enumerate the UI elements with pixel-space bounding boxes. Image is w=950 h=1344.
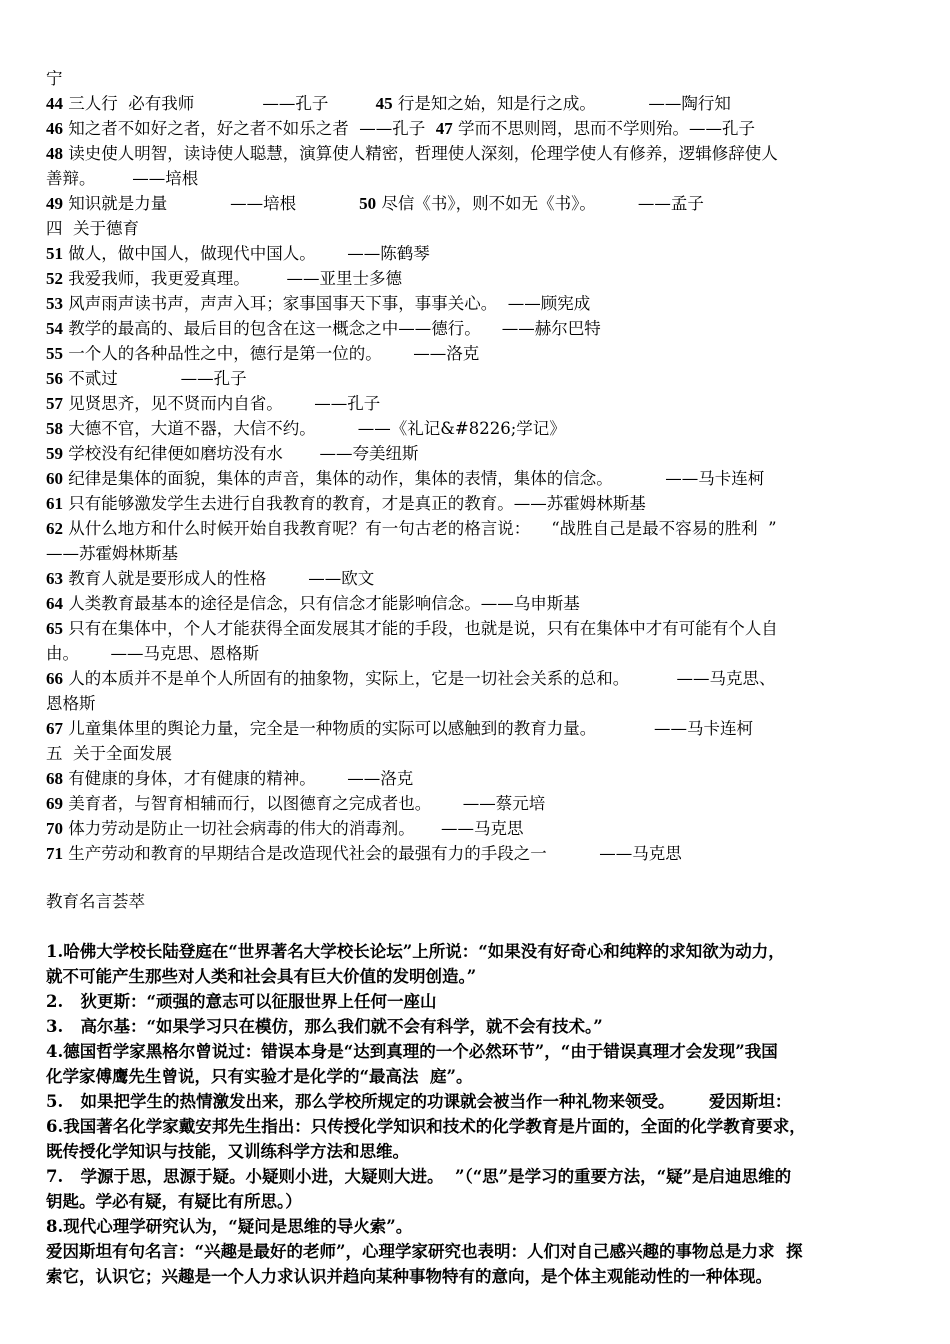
quote-line: [46, 641, 908, 666]
quote-line: [46, 666, 908, 691]
quote-line: [46, 691, 908, 716]
quote-line: [46, 441, 908, 466]
quote-text: 体力劳动是防止一切社会病毒的伟大的消毒剂。 ——马克思: [63, 819, 524, 838]
quote-number: 48: [46, 144, 63, 163]
quote-text: 教学的最高的、最后目的包含在这一概念之中——德行。 ——赫尔巴特: [63, 319, 601, 338]
quote-line: [46, 516, 908, 541]
quote-line: [46, 741, 908, 766]
quote-text: 生产劳动和教育的早期结合是改造现代社会的最强有力的手段之一 ——马克思: [63, 844, 682, 863]
quote-number: 64: [46, 594, 63, 613]
section-item-line: 1.哈佛大学校长陆登庭在“世界著名大学校长论坛”上所说：“如果没有好奇心和纯粹的求知欲为动力，: [46, 942, 785, 961]
quote-text: 由。 ——马克思、恩格斯: [46, 644, 259, 663]
quote-text: 读史使人明智，读诗使人聪慧，演算使人精密，哲理使人深刻，伦理学使人有修养，逻辑修辞使人: [63, 144, 778, 163]
quote-text: 知之者不如好之者，好之者不如乐之者 ——孔子: [63, 119, 436, 138]
quote-number: 46: [46, 119, 63, 138]
quote-number: 56: [46, 369, 63, 388]
quote-line: [46, 266, 908, 291]
quote-line: [46, 716, 908, 741]
quote-number: 62: [46, 519, 63, 538]
quote-text: 学校没有纪律便如磨坊没有水 ——夸美纽斯: [63, 444, 419, 463]
section-items: [46, 939, 908, 1289]
quote-line: [46, 766, 908, 791]
section-item-line: 钥匙。学必有疑，有疑比有所思。）: [46, 1192, 302, 1211]
quote-text: 见贤思齐，见不贤而内自省。 ——孔子: [63, 394, 381, 413]
quote-text: 尽信《书》，则不如无《书》。 ——孟子: [376, 194, 704, 213]
quotes-list: [46, 66, 908, 866]
quote-text: 人的本质并不是单个人所固有的抽象物，实际上，它是一切社会关系的总和。 ——马克思、: [63, 669, 776, 688]
quote-line: [46, 316, 908, 341]
quote-number: 45: [375, 94, 393, 113]
quote-line: [46, 791, 908, 816]
quote-line: [46, 816, 908, 841]
quote-text: 四 关于德育: [46, 219, 139, 238]
quote-number: 51: [46, 244, 63, 263]
section-item-line: 2. 狄更斯：“顽强的意志可以征服世界上任何一座山: [46, 992, 437, 1011]
quote-text: 有健康的身体，才有健康的精神。 ——洛克: [63, 769, 414, 788]
quote-line: [46, 241, 908, 266]
quote-line: [46, 166, 908, 191]
quote-text: 纪律是集体的面貌，集体的声音，集体的动作，集体的表情，集体的信念。 ——马卡连柯: [63, 469, 765, 488]
quote-number: 58: [46, 419, 63, 438]
quote-text: 只有能够激发学生去进行自我教育的教育，才是真正的教育。——苏霍姆林斯基: [63, 494, 646, 513]
quote-number: 53: [46, 294, 63, 313]
quote-text: 善辩。 ——培根: [46, 169, 199, 188]
quote-text: 一个人的各种品性之中，德行是第一位的。 ——洛克: [63, 344, 480, 363]
section-item-line: 3. 高尔基：“如果学习只在模仿，那么我们就不会有科学，就不会有技术。”: [46, 1017, 603, 1036]
quote-number: 49: [46, 194, 63, 213]
section-item-line: 既传授化学知识与技能，又训练科学方法和思维。: [46, 1142, 409, 1161]
quote-line: [46, 191, 908, 216]
quote-text: 五 关于全面发展: [46, 744, 172, 763]
quote-text: 行是知之始，知是行之成。 ——陶行知: [392, 94, 731, 113]
quote-number: 54: [46, 319, 63, 338]
quote-line: [46, 141, 908, 166]
quote-line: [46, 491, 908, 516]
quote-text: 我爱我师，我更爱真理。 ——亚里士多德: [63, 269, 402, 288]
quote-line: [46, 541, 908, 566]
quote-line: [46, 366, 908, 391]
section-item-line: 7. 学源于思，思源于疑。小疑则小进，大疑则大进。 ”（“思”是学习的重要方法，“疑”是启迪思维的: [46, 1167, 792, 1186]
quote-line: [46, 616, 908, 641]
quote-text: 儿童集体里的舆论力量，完全是一种物质的实际可以感触到的教育力量。 ——马卡连柯: [63, 719, 753, 738]
section-item-line: 5. 如果把学生的热情激发出来，那么学校所规定的功课就会被当作一种礼物来领受。 爱因斯坦：: [46, 1092, 792, 1111]
section-item-line: 就不可能产生那些对人类和社会具有巨大价值的发明创造。”: [46, 967, 477, 986]
quote-number: 63: [46, 569, 63, 588]
quote-text: 知识就是力量 ——培根: [63, 194, 360, 213]
quote-line: [46, 566, 908, 591]
quote-line: [46, 591, 908, 616]
quote-line: [46, 416, 908, 441]
quote-number: 68: [46, 769, 63, 788]
quote-number: 65: [46, 619, 63, 638]
quote-text: 三人行 必有我师 ——孔子: [63, 94, 376, 113]
quotes-section: [46, 889, 908, 1289]
quote-text: 人类教育最基本的途径是信念，只有信念才能影响信念。——乌申斯基: [63, 594, 580, 613]
quote-text: 大德不官，大道不器，大信不约。 ——《礼记&#8226;学记》: [63, 419, 566, 438]
quote-line: [46, 841, 908, 866]
quote-line: [46, 216, 908, 241]
quote-text: 学而不思则罔，思而不学则殆。——孔子: [452, 119, 755, 138]
section-item-line: 8.现代心理学研究认为，“疑问是思维的导火索”。: [46, 1217, 413, 1236]
quote-number: 60: [46, 469, 63, 488]
quote-text: 美育者，与智育相辅而行，以图德育之完成者也。 ——蔡元培: [63, 794, 546, 813]
quote-number: 57: [46, 394, 63, 413]
section-item-line: 4.德国哲学家黑格尔曾说过：错误本身是“达到真理的一个必然环节”，“由于错误真理才会发现”我国: [46, 1042, 778, 1061]
quote-number: 52: [46, 269, 63, 288]
quote-number: 67: [46, 719, 63, 738]
section-item-line: 爱因斯坦有句名言：“兴趣是最好的老师”，心理学家研究也表明：人们对自己感兴趣的事物总是力求 探: [46, 1242, 803, 1261]
section-item-line: 索它，认识它；兴趣是一个人力求认识并趋向某种事物特有的意向，是个体主观能动性的一种体现。: [46, 1267, 772, 1286]
quote-number: 61: [46, 494, 63, 513]
quote-number: 69: [46, 794, 63, 813]
quote-text: 只有在集体中，个人才能获得全面发展其才能的手段，也就是说，只有在集体中才有可能有个人自: [63, 619, 778, 638]
quote-number: 71: [46, 844, 63, 863]
section-item-line: 化学家傅鹰先生曾说，只有实验才是化学的“最高法 庭”。: [46, 1067, 473, 1086]
quote-line: [46, 466, 908, 491]
quote-number: 55: [46, 344, 63, 363]
quote-text: 不贰过 ——孔子: [63, 369, 247, 388]
section-title: 教育名言荟萃: [46, 892, 145, 911]
quote-text: 做人，做中国人，做现代中国人。 ——陈鹤琴: [63, 244, 430, 263]
quote-text: 教育人就是要形成人的性格 ——欧文: [63, 569, 375, 588]
section-item-line: 6.我国著名化学家戴安邦先生指出：只传授化学知识和技术的化学教育是片面的，全面的化学教育要求，: [46, 1117, 806, 1136]
quote-text: 风声雨声读书声，声声入耳；家事国事天下事，事事关心。 ——顾宪成: [63, 294, 591, 313]
quote-text: 宁: [46, 69, 63, 88]
quote-number: 66: [46, 669, 63, 688]
quote-number: 47: [435, 119, 453, 138]
quote-line: [46, 291, 908, 316]
quote-number: 44: [46, 94, 63, 113]
quote-line: [46, 391, 908, 416]
quote-line: [46, 341, 908, 366]
quote-line: [46, 66, 908, 91]
quote-text: 从什么地方和什么时候开始自我教育呢？有一句古老的格言说： “战胜自己是最不容易的胜利 ”: [63, 519, 777, 538]
quote-line: [46, 91, 908, 116]
quote-number: 59: [46, 444, 63, 463]
quote-line: [46, 116, 908, 141]
quote-number: 70: [46, 819, 63, 838]
quote-text: 恩格斯: [46, 694, 96, 713]
quote-number: 50: [359, 194, 377, 213]
quote-text: ——苏霍姆林斯基: [46, 544, 178, 563]
